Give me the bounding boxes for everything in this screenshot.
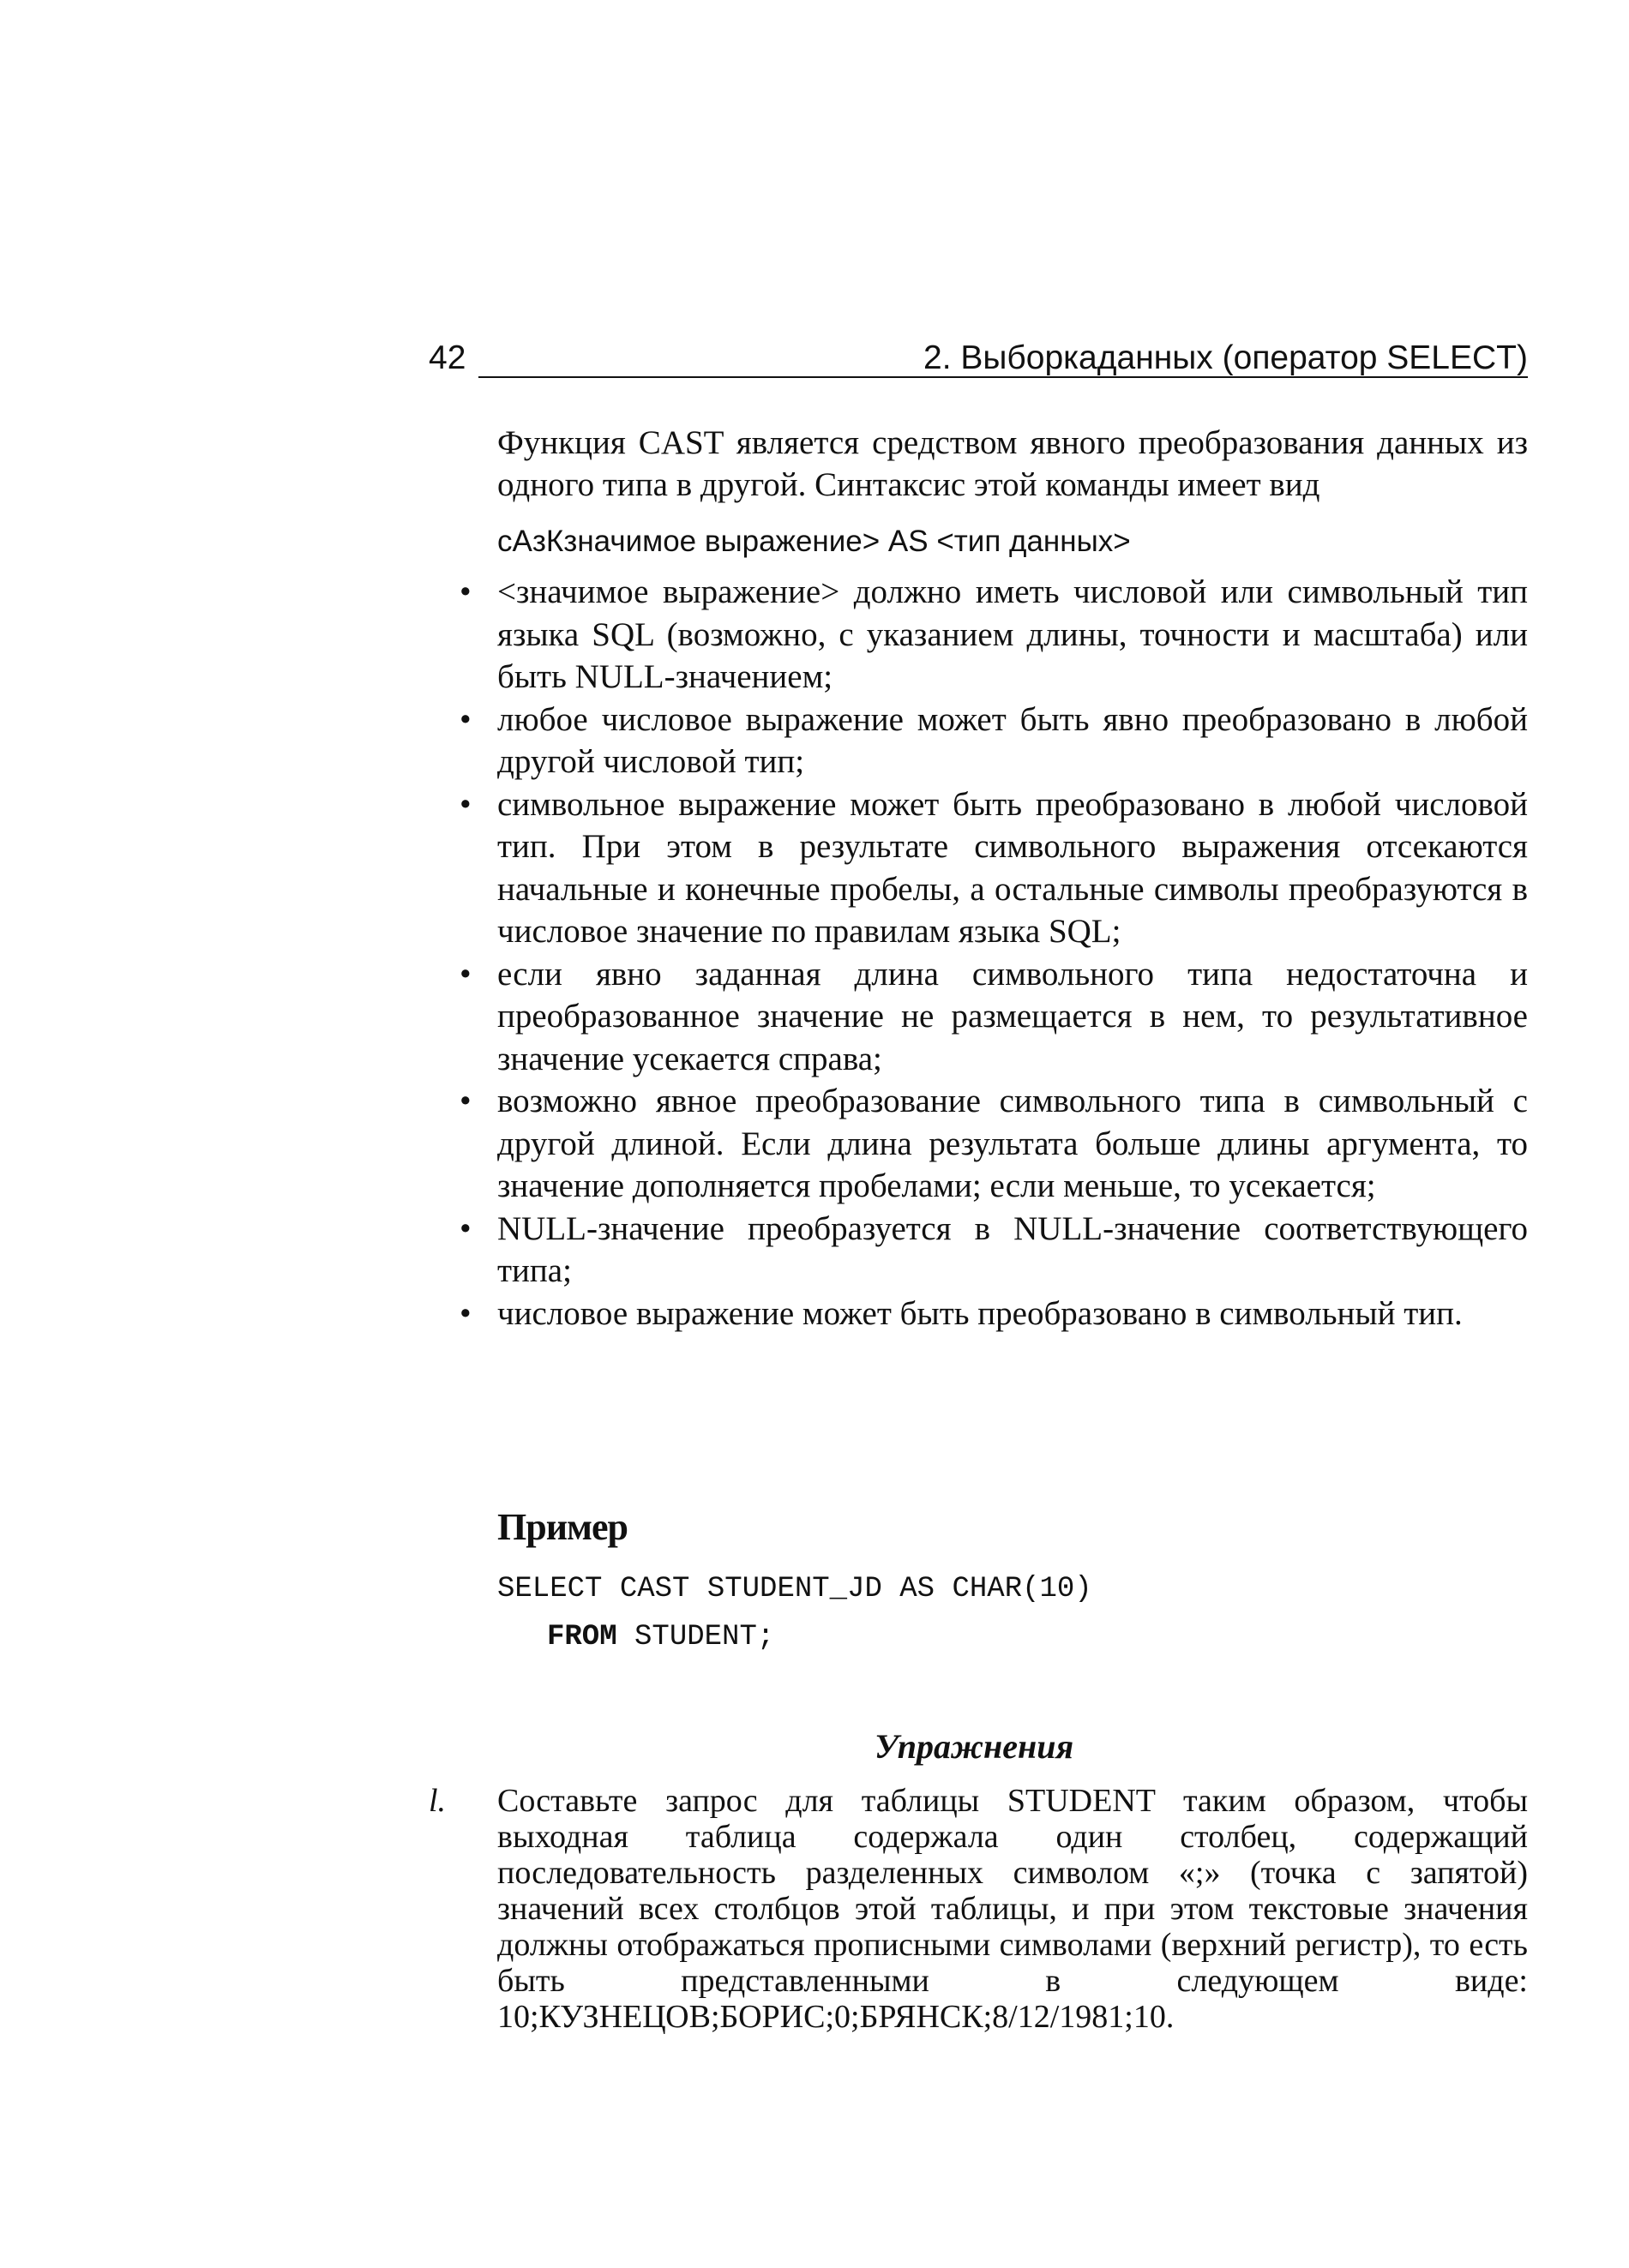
bullet-icon: • [460,1294,472,1332]
list-item [456,783,1528,953]
code-keyword: FROM [547,1621,617,1653]
syntax-line: сАзКзначимое выражение> AS <тип данных> [497,525,1131,558]
bullet-icon: • [460,700,472,738]
list-item-text: символьное выражение может быть преобразовано в любой числовой тип. При этом в результате символьного выражения отсекаются начальные и конечные пробелы, а остальные символы преобразуются в числовое значение по правилам языка SQL; [497,785,1528,950]
list-item-text: любое числовое выражение может быть явно преобразовано в любой другой числовой тип; [497,700,1528,780]
code-line: SELECT CAST STUDENT_JD AS CHAR(10) [497,1573,1092,1605]
page-number: 42 [429,339,466,376]
list-item-text: если явно заданная длина символьного типа недостаточна и преобразованное значение не размещается в нем, то результативное значение усекается справа; [497,955,1528,1077]
bullet-icon: • [460,955,472,993]
intro-block [497,422,1528,506]
bullet-icon: • [460,1209,472,1247]
list-item [456,1080,1528,1208]
list-item-text: возможно явное преобразование символьного типа в символьный с другой длиной. Если длина результата больше длины аргумента, то значение дополняется пробелами; если меньше, то усекается; [497,1083,1528,1204]
code-line [497,1613,1092,1661]
intro-paragraph: Функция CAST является средством явного преобразования данных из одного типа в другой. Синтаксис этой команды имеет вид [497,424,1528,503]
list-item [456,699,1528,783]
header-rule [478,376,1528,378]
exercises-heading: Упражнения [875,1727,1074,1766]
code-text: STUDENT; [616,1621,775,1653]
list-item-text: NULL-значение преобразуется в NULL-значение соответствующего типа; [497,1209,1528,1289]
list-item [456,953,1528,1081]
list-item [456,1208,1528,1293]
exercise-number: l. [429,1783,447,1819]
rules-list [456,571,1528,1335]
running-header [429,336,1528,381]
list-item-text: числовое выражение может быть преобразовано в символьный тип. [497,1294,1463,1332]
list-item-text: <значимое выражение> должно иметь числовой или символьный тип языка SQL (возможно, с указанием длины, точности и масштаба) или быть NULL-значением; [497,573,1528,695]
code-block [497,1565,1092,1661]
example-heading: Пример [497,1506,628,1548]
list-item [456,571,1528,699]
exercise-item [429,1783,1528,2035]
bullet-icon: • [460,1083,472,1119]
exercise-text: Составьте запрос для таблицы STUDENT таким образом, чтобы выходная таблица содержала один столбец, содержащий последовательность разделенных символом «;» (точка с запятой) значений всех столбцов этой таблицы, и при этом текстовые значения должны отображаться прописными символами (верхний регистр), то есть быть представленными в следующем виде: 10;КУЗНЕЦОВ;БОРИС;0;БРЯНСК;8/12/1981;10. [497,1783,1528,2035]
running-title: 2. Выборкаданных (оператор SELECT) [923,339,1528,376]
bullet-icon: • [460,573,472,610]
bullet-icon: • [460,785,472,823]
list-item [456,1293,1528,1335]
